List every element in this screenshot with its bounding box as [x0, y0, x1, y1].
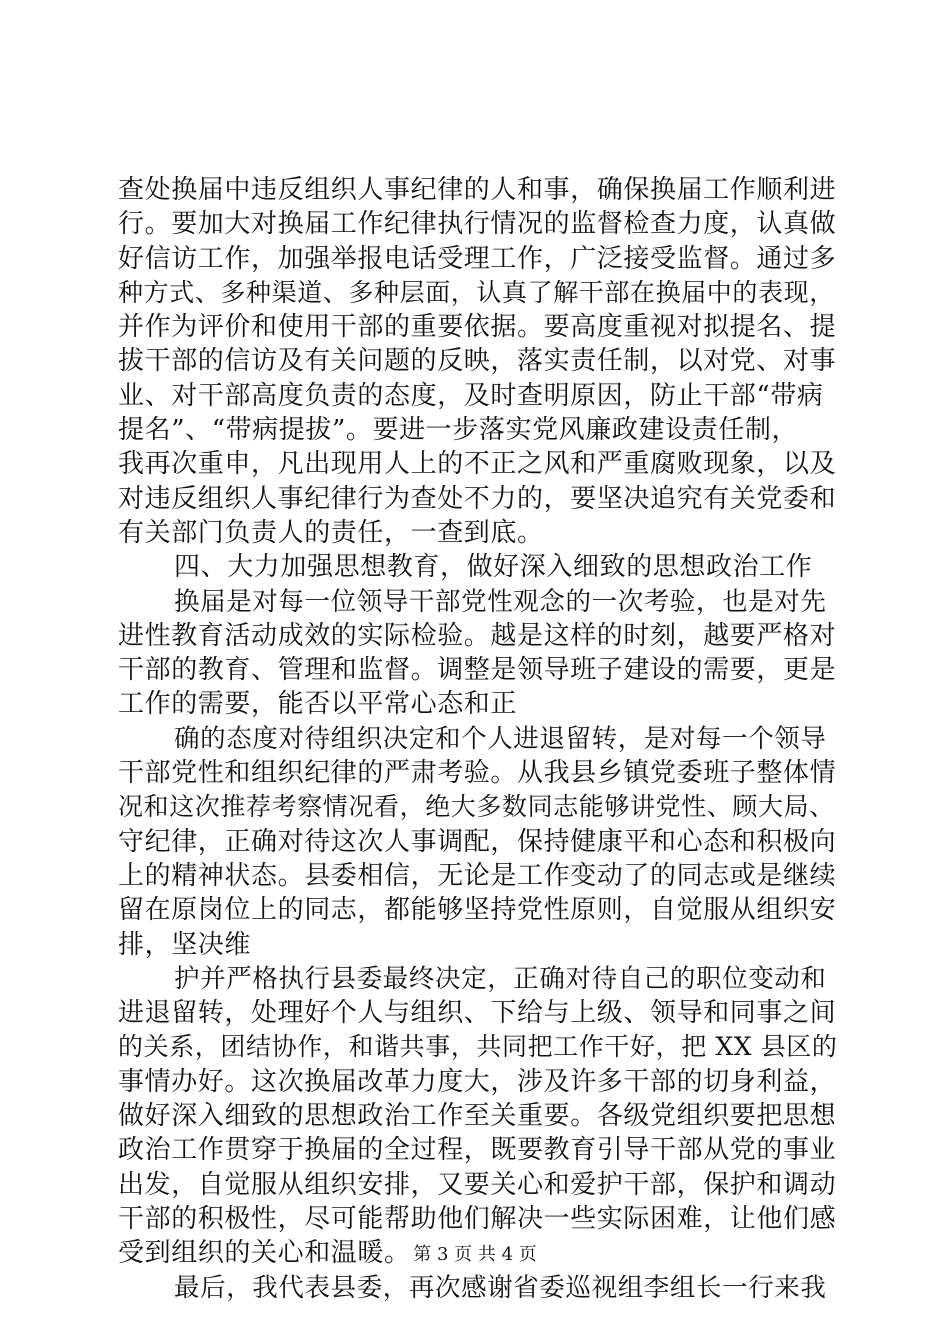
text-line: 进退留转，处理好个人与组织、下给与上级、领导和同事之间	[118, 998, 837, 1029]
text-line: 有关部门负责人的责任，一查到底。	[118, 517, 544, 548]
text-line: 况和这次推荐考察情况看，绝大多数同志能够讲党性、顾大局、	[118, 792, 835, 822]
paragraph-start-line: 确的态度对待组织决定和个人进退留转，是对每一个领导	[174, 723, 827, 754]
paragraph-start-line: 换届是对每一位领导干部党性观念的一次考验，也是对先	[174, 586, 827, 617]
text-line: 提名”、“带病提拔”。要进一步落实党风廉政建设责任制，	[118, 415, 799, 446]
text-line: 上的精神状态。县委相信，无论是工作变动了的同志或是继续	[118, 860, 837, 891]
text-line: 守纪律，正确对待这次人事调配，保持健康平和心态和积极向	[118, 826, 837, 857]
text-line: 排，坚决维	[118, 929, 252, 960]
paragraph-start-line: 四、大力加强思想教育，做好深入细致的思想政治工作	[174, 552, 813, 583]
text-line: 干部的积极性，尽可能帮助他们解决一些实际困难，让他们感	[118, 1203, 837, 1234]
text-line: 干部党性和组织纪律的严肃考验。从我县乡镇党委班子整体情	[118, 758, 837, 789]
document-body	[118, 173, 838, 1305]
text-line: 工作的需要，能否以平常心态和正	[118, 689, 518, 720]
text-line: 业、对干部高度负责的态度，及时查明原因，防止干部“带病	[118, 380, 824, 411]
text-line: 受到组织的关心和温暖。	[118, 1238, 411, 1269]
text-line: 种方式、多种渠道、多种层面，认真了解干部在换届中的表现，	[118, 277, 835, 307]
text-line: 的关系，团结协作，和谐共事，共同把工作干好，把 XX 县区的	[118, 1032, 838, 1062]
text-line: 对违反组织人事纪律行为查处不力的，要坚决追究有关党委和	[118, 483, 837, 514]
text-line: 做好深入细致的思想政治工作至关重要。各级党组织要把思想	[118, 1101, 837, 1132]
text-line: 干部的教育、管理和监督。调整是领导班子建设的需要，更是	[118, 655, 837, 686]
text-line: 拔干部的信访及有关问题的反映，落实责任制，以对党、对事	[118, 346, 837, 377]
text-line: 查处换届中违反组织人事纪律的人和事，确保换届工作顺利进	[118, 175, 837, 205]
text-line: 并作为评价和使用干部的重要依据。要高度重视对拟提名、提	[118, 312, 837, 343]
paragraph-start-line: 最后，我代表县委，再次感谢省委巡视组李组长一行来我	[174, 1272, 827, 1303]
page-footer: 第 3 页 共 4 页	[413, 1244, 537, 1265]
text-line: 出发，自觉服从组织安排，又要关心和爱护干部，保护和调动	[118, 1169, 837, 1200]
paragraph-start-line: 护并严格执行县委最终决定，正确对待自己的职位变动和	[174, 963, 827, 994]
text-line: 进性教育活动成效的实际检验。越是这样的时刻，越要严格对	[118, 620, 837, 651]
text-line: 政治工作贯穿于换届的全过程，既要教育引导干部从党的事业	[118, 1135, 837, 1166]
text-line: 好信访工作，加强举报电话受理工作，广泛接受监督。通过多	[118, 243, 837, 274]
text-line: 我再次重申，凡出现用人上的不正之风和严重腐败现象，以及	[118, 449, 837, 480]
text-line: 行。要加大对换届工作纪律执行情况的监督检查力度，认真做	[118, 209, 837, 240]
text-line: 留在原岗位上的同志，都能够坚持党性原则，自觉服从组织安	[118, 895, 837, 926]
text-line: 事情办好。这次换届改革力度大，涉及许多干部的切身利益，	[118, 1066, 837, 1097]
